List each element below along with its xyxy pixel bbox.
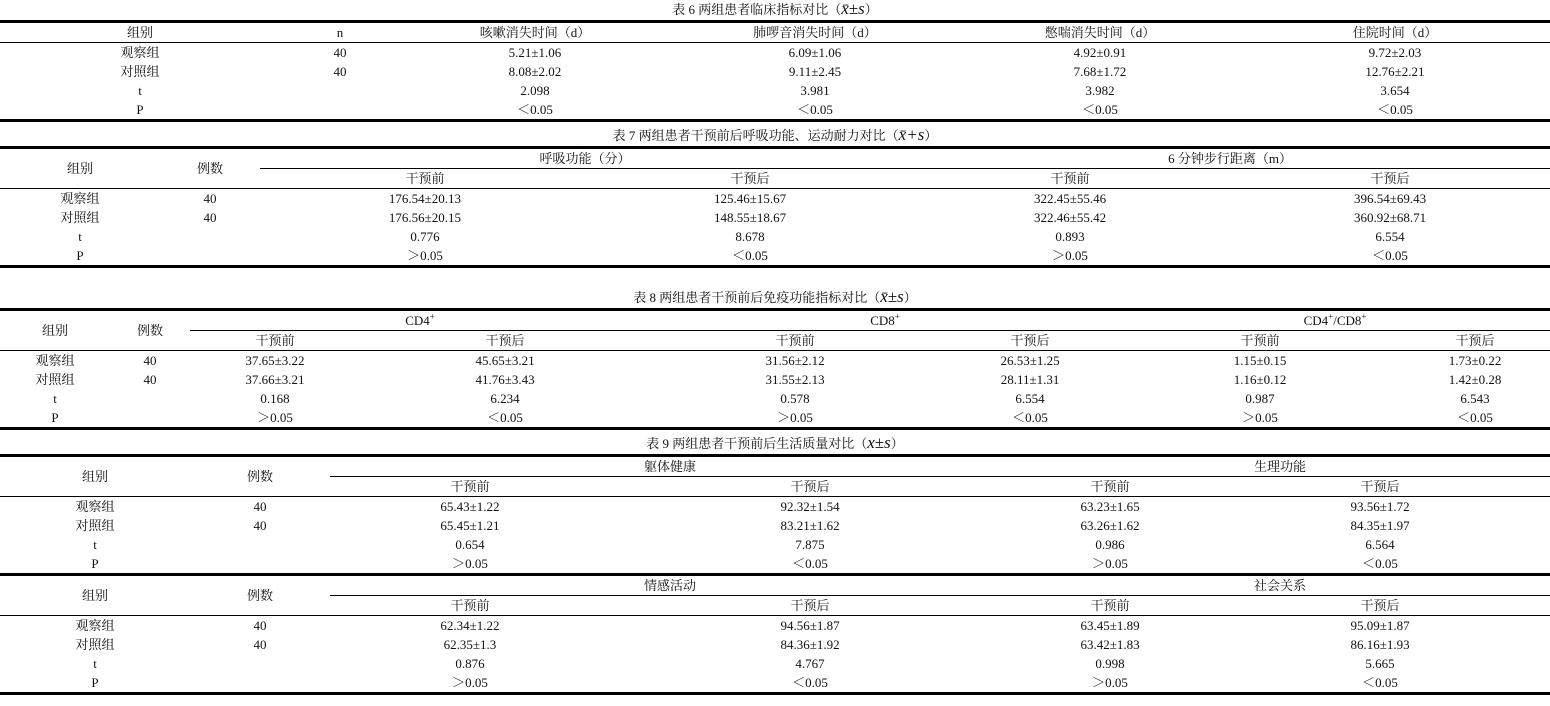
table-cell: 360.92±68.71	[1353, 209, 1427, 225]
table-cell: 28.11±1.31	[1000, 371, 1060, 387]
table-cell: 322.45±55.46	[1033, 190, 1107, 206]
table-cell: 2.098	[520, 82, 550, 98]
row-label: 对照组	[75, 517, 115, 533]
table-cell	[190, 535, 330, 554]
caption-text: ）	[864, 2, 878, 17]
table6-caption	[0, 2, 1550, 17]
table-cell: 84.36±1.92	[780, 636, 840, 652]
table9	[0, 454, 1550, 695]
header-group: 组别	[81, 468, 108, 484]
header-after: 干预后	[790, 597, 830, 613]
row-label: P	[51, 409, 59, 425]
column-header: n	[336, 24, 344, 40]
table-cell: 40	[253, 636, 267, 652]
table-cell: 65.45±1.21	[440, 517, 500, 533]
table-cell: 3.981	[800, 82, 830, 98]
table-cell: 322.46±55.42	[1033, 209, 1107, 225]
table-cell: 148.55±18.67	[713, 209, 787, 225]
table-row	[0, 189, 1550, 209]
table-cell: 0.998	[1095, 655, 1125, 671]
header-group: 组别	[41, 322, 68, 338]
row-label: 对照组	[120, 63, 160, 79]
header-before: 干预前	[1050, 170, 1090, 186]
table-cell: 4.767	[795, 655, 825, 671]
row-label: 观察组	[75, 498, 115, 514]
table-row	[0, 554, 1550, 575]
table-cell: 40	[203, 190, 217, 206]
row-label: 观察组	[120, 44, 160, 60]
table-cell	[280, 81, 400, 100]
table-cell: ＞0.05	[1092, 674, 1128, 690]
table-cell: 40	[333, 44, 347, 60]
table-cell	[190, 673, 330, 694]
header-emotional-activity: 情感活动	[330, 575, 1010, 596]
mean-sd-symbol: x̄±s	[880, 287, 904, 306]
table-cell: ＜0.05	[1082, 101, 1118, 117]
caption-text: 表 7 两组患者干预前后呼吸功能、运动耐力对比（	[612, 128, 899, 143]
table-cell	[110, 408, 190, 429]
row-label: P	[76, 247, 84, 263]
table-cell: ＞0.05	[452, 674, 488, 690]
table-cell: 40	[143, 352, 157, 368]
table-cell: 40	[253, 517, 267, 533]
row-label: P	[136, 101, 144, 117]
table-cell: 0.986	[1095, 536, 1125, 552]
table-cell: 45.65±3.21	[475, 352, 535, 368]
table-cell	[280, 100, 400, 121]
table-row	[0, 654, 1550, 673]
table-cell	[190, 654, 330, 673]
table-cell: 6.554	[1015, 390, 1045, 406]
superscript-plus: +	[429, 311, 435, 322]
row-label: t	[53, 390, 57, 406]
table-cell: 62.34±1.22	[440, 617, 500, 633]
table-cell: 176.56±20.15	[388, 209, 462, 225]
table-cell: ＜0.05	[487, 409, 523, 425]
table-cell: 0.893	[1055, 228, 1085, 244]
table-cell: 40	[253, 498, 267, 514]
table-cell: 37.65±3.22	[245, 352, 305, 368]
table-cell: 6.234	[490, 390, 520, 406]
mean-sd-symbol: x̄±s	[841, 0, 865, 18]
table-cell: 8.08±2.02	[508, 63, 562, 79]
table-cell: 92.32±1.54	[780, 498, 840, 514]
row-label: t	[93, 536, 97, 552]
table-cell	[190, 554, 330, 575]
header-cd8	[650, 310, 1120, 331]
table-cell: 6.564	[1365, 536, 1395, 552]
table-cell: 9.72±2.03	[1368, 44, 1422, 60]
table-row	[0, 516, 1550, 535]
table-row	[0, 81, 1550, 100]
table-cell: 63.45±1.89	[1080, 617, 1140, 633]
table-row	[0, 673, 1550, 694]
table-cell: 37.66±3.21	[245, 371, 305, 387]
table-cell: 0.987	[1245, 390, 1275, 406]
mean-sd-symbol: x±s	[867, 433, 891, 452]
column-header: 憋喘消失时间（d）	[1044, 24, 1156, 40]
header-before: 干预前	[450, 597, 490, 613]
header-before: 干预前	[450, 478, 490, 494]
table-cell: 1.16±0.12	[1233, 371, 1287, 387]
table9-caption	[0, 433, 1550, 452]
header-after: 干预后	[1010, 332, 1050, 348]
table-cell: 40	[143, 371, 157, 387]
column-header: 组别	[126, 24, 153, 40]
table-cell: ＜0.05	[1372, 247, 1408, 263]
table-cell: 26.53±1.25	[1000, 352, 1060, 368]
header-cd4-cd8-ratio	[1120, 310, 1550, 331]
table-cell: 396.54±69.43	[1353, 190, 1427, 206]
table-cell: 0.654	[455, 536, 485, 552]
header-after: 干预后	[1370, 170, 1410, 186]
table-cell: ＜0.05	[797, 101, 833, 117]
table-row	[0, 246, 1550, 267]
table-cell: 4.92±0.91	[1073, 44, 1127, 60]
row-label: 对照组	[60, 209, 100, 225]
table-cell: 6.554	[1375, 228, 1405, 244]
table-cell: 7.875	[795, 536, 825, 552]
table-cell	[160, 246, 260, 267]
column-header: 咳嗽消失时间（d）	[479, 24, 591, 40]
row-label: 对照组	[35, 371, 75, 387]
row-label: 观察组	[75, 617, 115, 633]
table-cell: 3.654	[1380, 82, 1410, 98]
table-cell: ＜0.05	[1362, 674, 1398, 690]
header-after: 干预后	[1455, 332, 1495, 348]
table-cell: 5.665	[1365, 655, 1395, 671]
header-after: 干预后	[1360, 478, 1400, 494]
table-row	[0, 351, 1550, 371]
table-cell: ＞0.05	[407, 247, 443, 263]
table-cell: ＞0.05	[777, 409, 813, 425]
table-row	[0, 408, 1550, 429]
header-after: 干预后	[485, 332, 525, 348]
table-cell: 7.68±1.72	[1073, 63, 1127, 79]
table-cell: 125.46±15.67	[713, 190, 787, 206]
header-respiratory: 呼吸功能（分）	[260, 148, 910, 169]
table-cell: 0.578	[780, 390, 810, 406]
table-cell: 86.16±1.93	[1350, 636, 1410, 652]
table-row	[0, 635, 1550, 654]
header-after: 干预后	[1360, 597, 1400, 613]
table-row	[0, 535, 1550, 554]
table-cell: 63.26±1.62	[1080, 517, 1140, 533]
mean-sd-symbol: x̄+s	[898, 125, 925, 144]
table-cell: ＞0.05	[257, 409, 293, 425]
table-cell	[160, 227, 260, 246]
table-cell: ＜0.05	[792, 674, 828, 690]
caption-text: ）	[924, 128, 938, 143]
caption-text: 表 9 两组患者干预前后生活质量对比（	[646, 436, 868, 451]
header-group: 组别	[81, 587, 108, 603]
table8-caption	[0, 287, 1550, 306]
table-row	[0, 227, 1550, 246]
table7	[0, 146, 1550, 268]
superscript-plus: +	[894, 311, 900, 322]
table-cell: 93.56±1.72	[1350, 498, 1410, 514]
header-after: 干预后	[790, 478, 830, 494]
table-row	[0, 62, 1550, 81]
table-cell: 84.35±1.97	[1350, 517, 1410, 533]
table-cell: ＜0.05	[1012, 409, 1048, 425]
table-cell: ＞0.05	[1092, 555, 1128, 571]
table-row	[0, 370, 1550, 389]
header-before: 干预前	[255, 332, 295, 348]
header-cd4	[190, 310, 650, 331]
table-cell: ＜0.05	[1362, 555, 1398, 571]
row-label: P	[91, 555, 99, 571]
table-cell: 3.982	[1085, 82, 1115, 98]
table-cell: 40	[203, 209, 217, 225]
column-header: 住院时间（d）	[1352, 24, 1438, 40]
superscript-plus: +	[1328, 311, 1334, 322]
table-cell: ＜0.05	[517, 101, 553, 117]
table-cell: 95.09±1.87	[1350, 617, 1410, 633]
table-cell: ＜0.05	[1457, 409, 1493, 425]
table-cell: ＜0.05	[1377, 101, 1413, 117]
caption-text: ）	[903, 290, 917, 305]
table-row	[0, 43, 1550, 63]
table-cell: 40	[253, 617, 267, 633]
table-cell: ＜0.05	[732, 247, 768, 263]
table-cell: 1.42±0.28	[1448, 371, 1502, 387]
header-physical-health: 躯体健康	[330, 456, 1010, 477]
table-cell: 94.56±1.87	[780, 617, 840, 633]
table-cell: 62.35±1.3	[443, 636, 497, 652]
header-count: 例数	[246, 468, 273, 484]
table-cell: ＞0.05	[1052, 247, 1088, 263]
table-cell: 0.876	[455, 655, 485, 671]
row-label: 对照组	[75, 636, 115, 652]
table-row	[0, 208, 1550, 227]
table-cell: 9.11±2.45	[788, 63, 842, 79]
header-social-relations: 社会关系	[1010, 575, 1550, 596]
row-label: P	[91, 674, 99, 690]
table-row	[0, 100, 1550, 121]
table-cell: 12.76±2.21	[1365, 63, 1425, 79]
table-cell: 8.678	[735, 228, 765, 244]
table-cell: 31.56±2.12	[765, 352, 825, 368]
table-cell: 40	[333, 63, 347, 79]
table-cell: 31.55±2.13	[765, 371, 825, 387]
header-count: 例数	[136, 322, 163, 338]
cd8-label: CD8	[870, 312, 895, 328]
header-before: 干预前	[1090, 597, 1130, 613]
header-row	[0, 22, 1550, 43]
table-cell: ＞0.05	[452, 555, 488, 571]
header-before: 干预前	[775, 332, 815, 348]
table-row	[0, 389, 1550, 408]
superscript-plus: +	[1361, 311, 1367, 322]
table7-caption	[0, 125, 1550, 144]
column-header: 肺啰音消失时间（d）	[753, 24, 877, 40]
header-after: 干预后	[730, 170, 770, 186]
row-label: 观察组	[35, 352, 75, 368]
table-cell: 176.54±20.13	[388, 190, 462, 206]
header-before: 干预前	[1240, 332, 1280, 348]
table-cell	[110, 389, 190, 408]
header-group: 组别	[66, 160, 93, 176]
row-label: t	[138, 82, 142, 98]
table-cell: 63.23±1.65	[1080, 498, 1140, 514]
table-cell: 0.776	[410, 228, 440, 244]
table-cell: 1.73±0.22	[1448, 352, 1502, 368]
ratio-label-b: /CD8	[1333, 312, 1362, 328]
caption-text: 表 8 两组患者干预前后免疫功能指标对比（	[633, 290, 881, 305]
caption-text: ）	[890, 436, 904, 451]
table-cell: 6.543	[1460, 390, 1490, 406]
table-cell: 65.43±1.22	[440, 498, 500, 514]
table-row	[0, 616, 1550, 636]
table-cell: 1.15±0.15	[1233, 352, 1287, 368]
table-cell: 63.42±1.83	[1080, 636, 1140, 652]
table6	[0, 20, 1550, 122]
table-cell: 83.21±1.62	[780, 517, 840, 533]
ratio-label-a: CD4	[1303, 312, 1329, 328]
table-cell: ＞0.05	[1242, 409, 1278, 425]
table-cell: ＜0.05	[792, 555, 828, 571]
table-cell: 6.09±1.06	[788, 44, 842, 60]
table-cell: 5.21±1.06	[508, 44, 562, 60]
table-cell: 41.76±3.43	[475, 371, 535, 387]
table8	[0, 308, 1550, 430]
header-before: 干预前	[405, 170, 445, 186]
cd4-label: CD4	[405, 312, 430, 328]
table-row	[0, 497, 1550, 517]
caption-text: 表 6 两组患者临床指标对比（	[672, 2, 842, 17]
row-label: t	[93, 655, 97, 671]
table-cell: 0.168	[260, 390, 290, 406]
header-walk-distance: 6 分钟步行距离（m）	[910, 148, 1550, 169]
header-count: 例数	[196, 160, 223, 176]
row-label: 观察组	[60, 190, 100, 206]
header-count: 例数	[246, 587, 273, 603]
header-physiological-function: 生理功能	[1010, 456, 1550, 477]
row-label: t	[78, 228, 82, 244]
header-before: 干预前	[1090, 478, 1130, 494]
